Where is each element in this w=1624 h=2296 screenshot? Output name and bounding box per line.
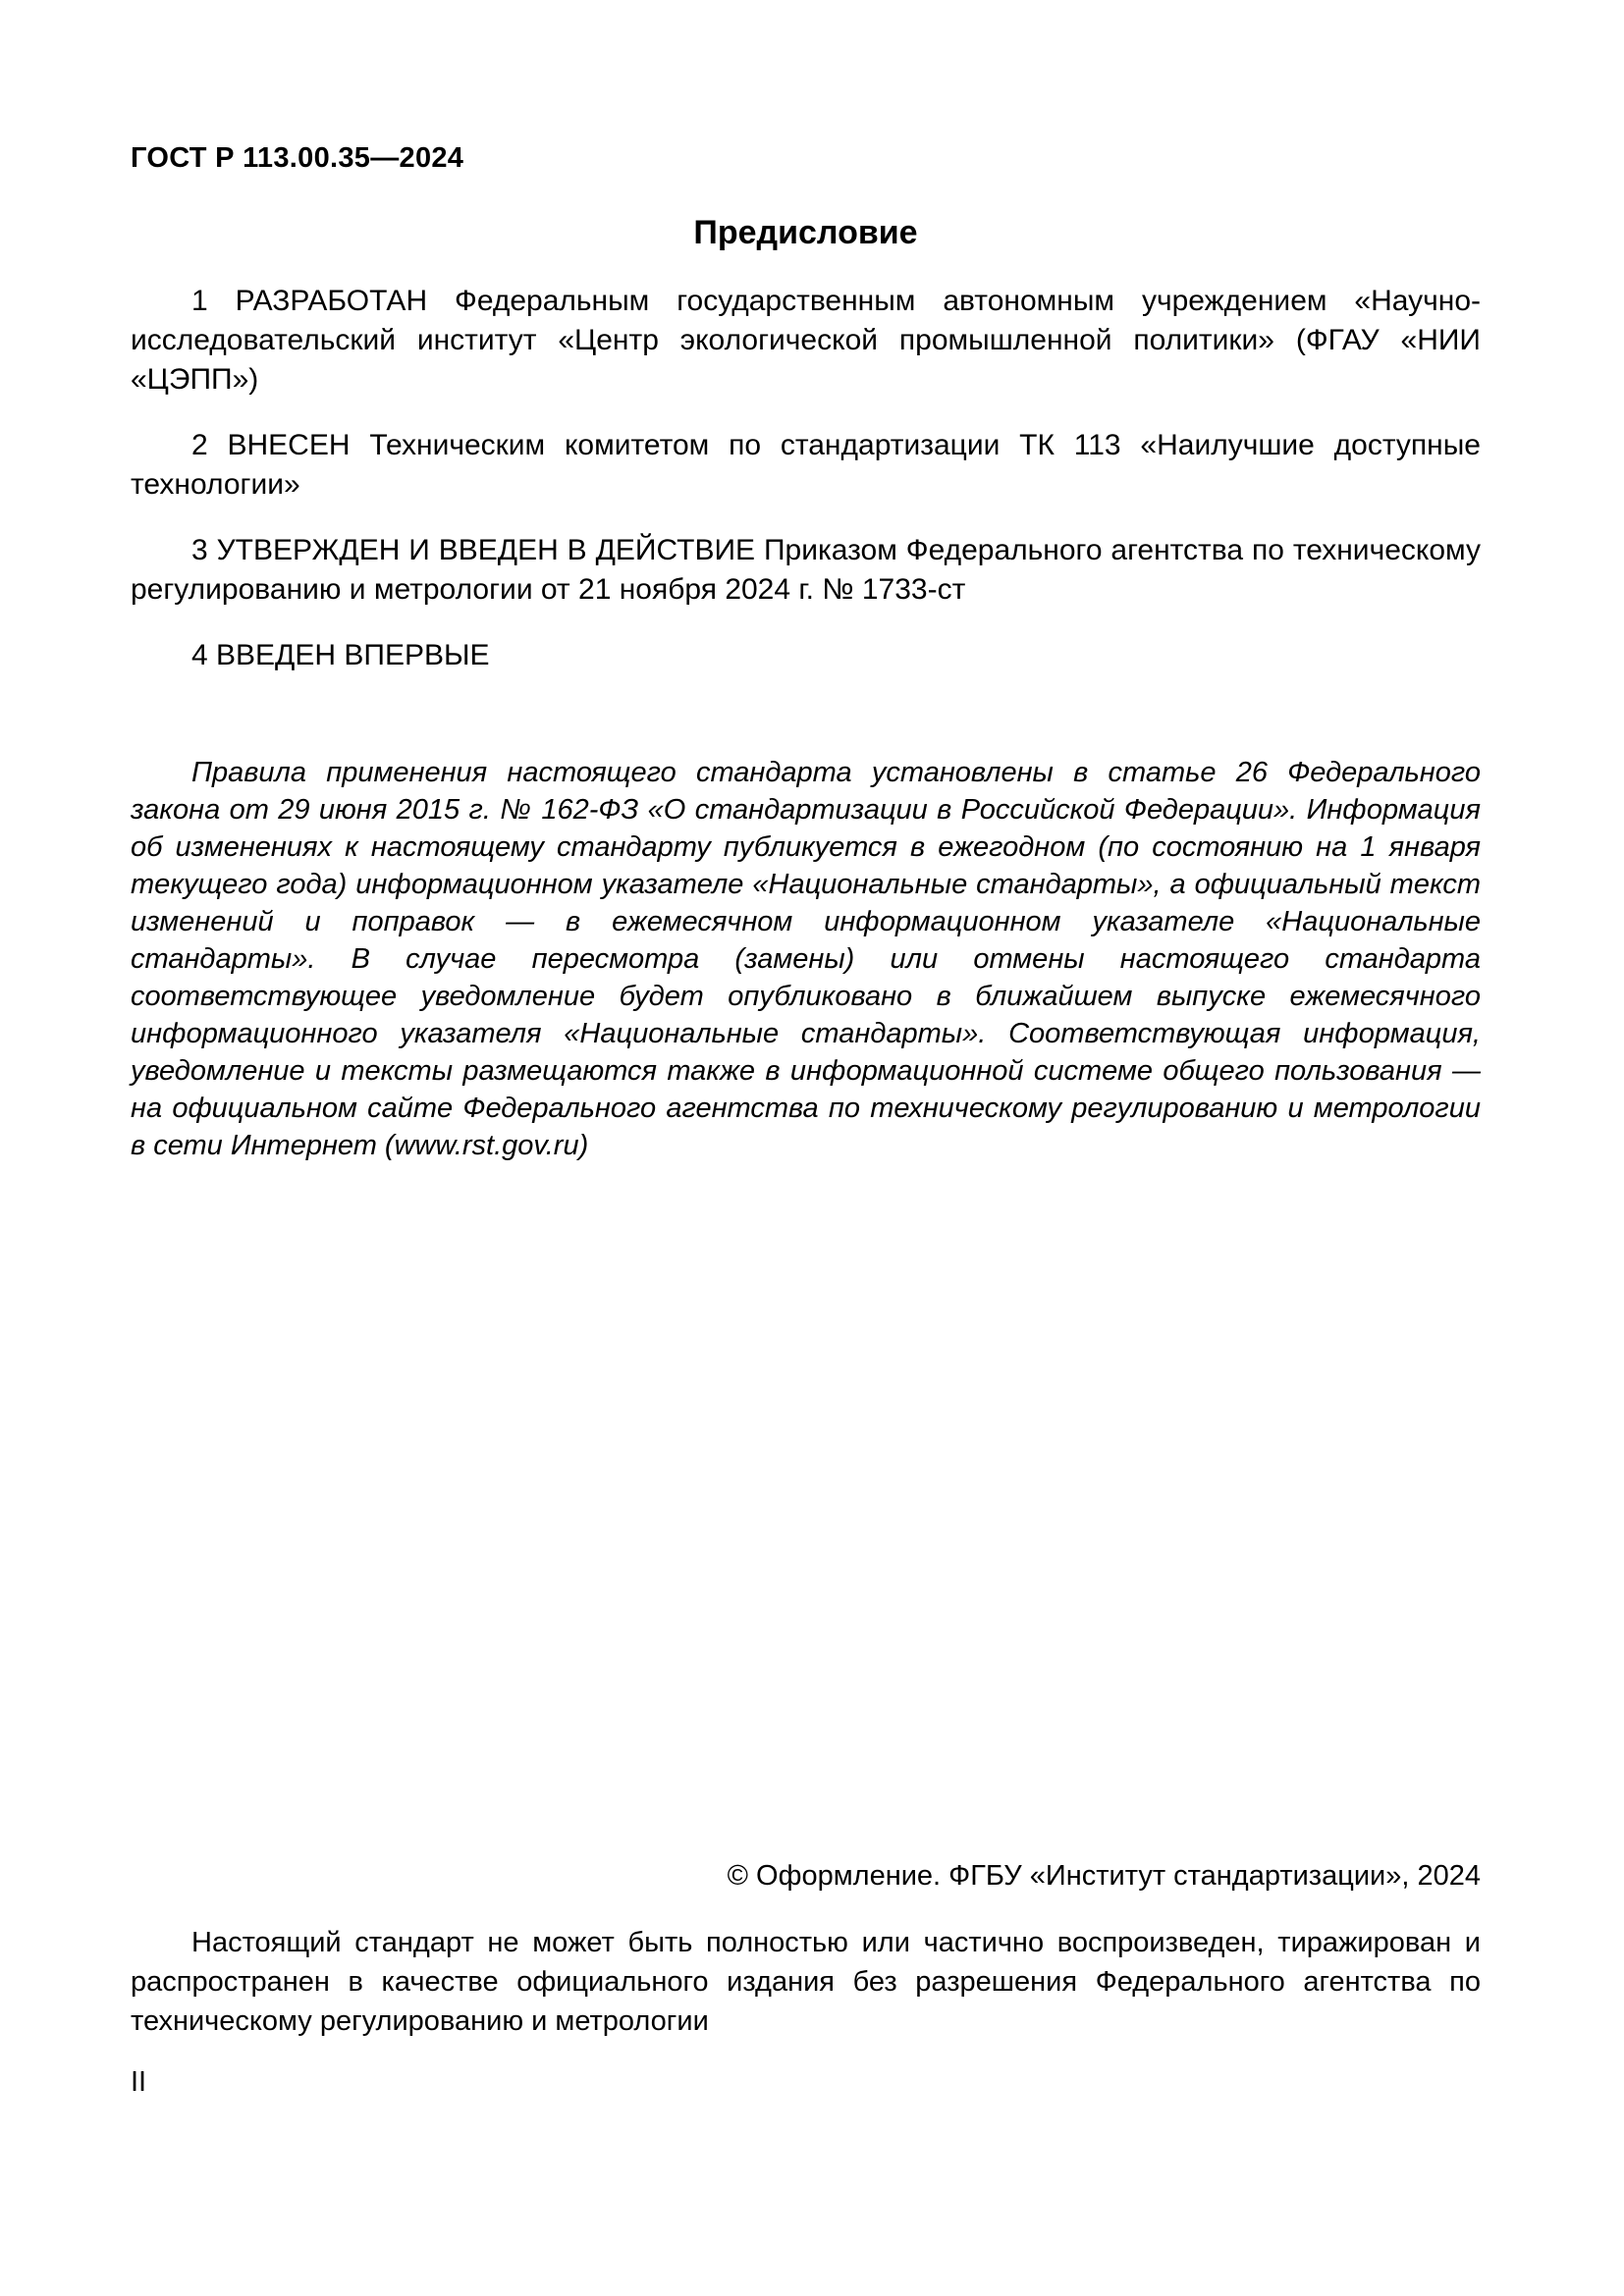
page-footer [131, 1858, 1481, 2099]
foreword-item-developed: 1 РАЗРАБОТАН Федеральным государственным автономным учреждением «Научно-исследовательский институт «Центр экологической промышленной политики» (ФГАУ «НИИ «ЦЭПП») [131, 285, 1481, 396]
foreword-item-first-introduced: 4 ВВЕДЕН ВПЕРВЫЕ [191, 639, 490, 671]
application-rules-note: Правила применения настоящего стандарта установлены в статье 26 Федерального закона от 29 июня 2015 г. № 162-ФЗ «О стандартизации в Российской Федерации». Информация об изменениях к настоящему стандарту публикуется в ежегодном (по состоянию на 1 января текущего года) информационном указателе «Национальные стандарты», а официальный текст изменений и поправок — в ежемесячном информационном указателе «Национальные стандарты». В случае пересмотра (замены) или отмены настоящего стандарта соответствующее уведомление будет опубликовано в ближайшем выпуске ежемесячного информационного указателя «Национальные стандарты». Соответствующая информация, уведомление и тексты размещаются также в информационной системе общего пользования — на официальном сайте Федерального агентства по техническому регулированию и метрологии в сети Интернет (www.rst.gov.ru) [131, 757, 1481, 1161]
page-title: Предисловие [693, 214, 918, 251]
reproduction-notice: Настоящий стандарт не может быть полностью или частично воспроизведен, тиражирован и распространен в качестве официального издания без разрешения Федерального агентства по техническому регулированию и метрологии [131, 1927, 1481, 2037]
foreword-item-submitted: 2 ВНЕСЕН Техническим комитетом по стандартизации ТК 113 «Наилучшие доступные технологии» [131, 429, 1481, 501]
page-number: II [131, 2066, 147, 2098]
foreword-item-approved: 3 УТВЕРЖДЕН И ВВЕДЕН В ДЕЙСТВИЕ Приказом Федерального агентства по техническому регулированию и метрологии от 21 ноября 2024 г. № 1733-ст [131, 534, 1481, 606]
copyright-line: © Оформление. ФГБУ «Институт стандартизации», 2024 [727, 1860, 1481, 1892]
standard-designation: ГОСТ Р 113.00.35—2024 [131, 142, 464, 174]
